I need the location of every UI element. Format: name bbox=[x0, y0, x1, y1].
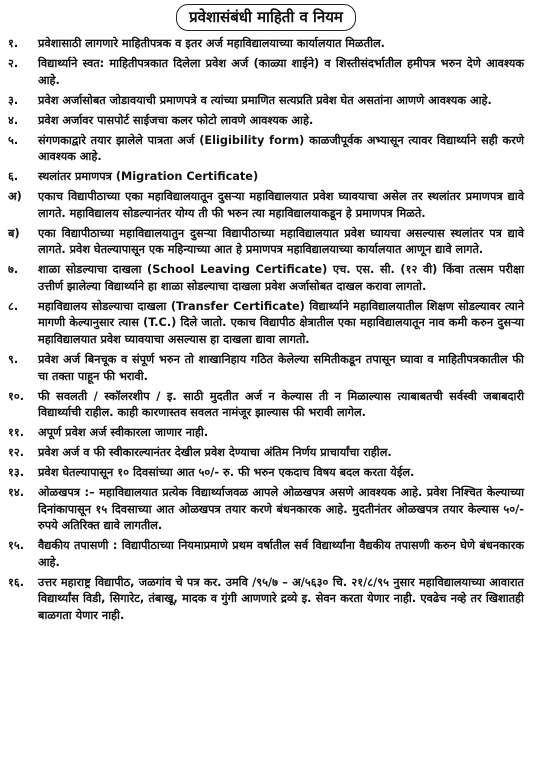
rule-text: प्रवेशासाठी लागणारे माहितीपत्रक व इतर अर्ज महाविद्यालयाच्या कार्यालयात मिळतील. bbox=[38, 37, 385, 50]
rule-number: १२. bbox=[8, 446, 25, 460]
rule-text: शाळा सोडल्याचा दाखला (School Leaving Certificate) एच. एस. सी. (१२ वी) किंवा तत्सम परीक्षा उत्तीर्ण झालेल्या विद्यार्थ्याने हा शाळा सोडल्याचा दाखला प्रवेश अर्जासोबत दाखल करावा लागतो. bbox=[38, 263, 524, 293]
rule-text: फी सवलती / स्कॉलरशीप / इ. साठी मुदतीत अर्ज न केल्यास ती न मिळाल्यास त्याबाबतची सर्वस्वी जबाबदारी विद्यार्थ्याची राहील. काही कारणास्तव सवलत नामंजूर झाल्यास फी भरावी लागेल. bbox=[38, 389, 524, 420]
rule-number: २. bbox=[8, 56, 19, 70]
rule-item bbox=[8, 389, 524, 422]
rule-item bbox=[8, 226, 524, 259]
rule-text: ओळखपत्र :– महाविद्यालयात प्रत्येक विद्यार्थ्याजवळ आपले ओळखपत्र असणे आवश्यक आहे. प्रवेश निश्चित केल्याच्या दिनांकापासून १५ दिवसाच्या आत ओळखपत्र तयार करणे बंधनकारक आहे. मुदतीनंतर ओळखपत्र तयार केल्यास ५०/- रुपये अतिरिक्त द्यावे लागतील. bbox=[38, 486, 524, 533]
rule-number: १५. bbox=[8, 539, 25, 553]
rule-text: उत्तर महाराष्ट्र विद्यापीठ, जळगांव चे पत्र कर. उमवि /९५/७ – अ/५६३० चि. २१/८/९५ नुसार महाविद्यालयाच्या आवारात विद्यार्थ्यांस विडी, सिगारेट, तंबाखू, मादक व गुंगी आणणारे द्रव्ये इ. सेवन करता येणार नाही. एवढेच नव्हे तर खिशातही बाळगता येणार नाही. bbox=[38, 575, 524, 623]
rule-item bbox=[8, 299, 524, 349]
rule-number: ब) bbox=[8, 226, 20, 240]
rule-number: ५. bbox=[8, 133, 19, 147]
rule-item bbox=[8, 262, 524, 295]
rule-item bbox=[8, 133, 524, 166]
rule-number: ७. bbox=[8, 263, 19, 277]
rule-text: विद्यार्थ्याने स्वत: माहितीपत्रकात दिलेला प्रवेश अर्ज (काळ्या शाईने) व शिस्तीसंदर्भातील हमीपत्र भरुन देणे आवश्यक आहे. bbox=[38, 56, 524, 87]
rule-item bbox=[8, 352, 524, 385]
rule-item bbox=[8, 575, 524, 625]
rule-text: वैद्यकीय तपासणी : विद्यापीठाच्या नियमाप्रमाणे प्रथम वर्षातील सर्व विद्यार्थ्यांना वैद्यकीय तपासणी करुन घेणे बंधनकारक आहे. bbox=[38, 539, 524, 569]
rule-item bbox=[8, 465, 524, 482]
rule-text: एका विद्यापीठाच्या महाविद्यालयातुन दुसऱ्या विद्यापीठाच्या महाविद्यालयात प्रवेश घ्यायचा असल्यास स्थलांतर पत्र द्यावे लागते. प्रवेश घेतल्यापासून एक महिन्याच्या आत हे प्रमाणपत्र महाविद्यालयाच्या कार्यालयात आणून द्यावे लागते. bbox=[38, 226, 524, 257]
rule-item bbox=[8, 425, 524, 442]
rule-number: ६. bbox=[8, 170, 19, 184]
rule-item bbox=[8, 113, 524, 130]
rule-number: ८. bbox=[8, 299, 19, 313]
rule-number: १. bbox=[8, 37, 19, 50]
rule-text: स्थलांतर प्रमाणपत्र (Migration Certificate) bbox=[38, 170, 259, 184]
rule-text: अपूर्ण प्रवेश अर्ज स्वीकारला जाणार नाही. bbox=[38, 426, 209, 440]
rule-item bbox=[8, 36, 524, 53]
rule-number: १६. bbox=[8, 575, 25, 589]
title-area bbox=[8, 4, 524, 34]
rule-number: १३. bbox=[8, 466, 25, 480]
rule-text: प्रवेश अर्जावर पासपोर्ट साईजचा कलर फोटो लावणे आवश्यक आहे. bbox=[38, 113, 314, 127]
rule-item bbox=[8, 538, 524, 571]
rule-number: १४. bbox=[8, 486, 25, 500]
rule-text: प्रवेश अर्ज बिनचूक व संपूर्ण भरुन तो शाखानिहाय गठित केलेल्या समितीकडून तपासून घ्यावा व माहितीपत्रकातील फी चा तक्ता पाहून फी भरावी. bbox=[38, 353, 524, 383]
rule-number: ११. bbox=[8, 426, 25, 440]
rule-text: महाविद्यालय सोडल्याचा दाखला (Transfer Certificate) विद्यार्थ्याने महाविद्यालयातील शिक्षण सोडल्यावर त्याने मागणी केल्यानुसार त्यास (T.C.) दिले जातो. एकाच विद्यापीठ क्षेत्रातील एका महाविद्यालयातून नाव कमी करुन दुसऱ्या महाविद्यालयात प्रवेश घ्यावयाचा असल्यास हा दाखला द्यावा लागतो. bbox=[38, 299, 524, 347]
rule-number: १०. bbox=[8, 389, 25, 403]
rule-number: ४. bbox=[8, 113, 19, 127]
rule-item bbox=[8, 169, 524, 186]
rule-number: ३. bbox=[8, 93, 19, 107]
rule-item bbox=[8, 93, 524, 110]
rule-text: प्रवेश अर्जासोबत जोडावयाची प्रमाणपत्रे व त्यांच्या प्रमाणित सत्यप्रति प्रवेश घेत असतांना आणणे आवश्यक आहे. bbox=[38, 93, 492, 107]
rule-number: ९. bbox=[8, 353, 19, 366]
rule-item bbox=[8, 189, 524, 222]
rule-item bbox=[8, 56, 524, 89]
page-title: प्रवेशासंबंधी माहिती व नियम bbox=[176, 4, 356, 31]
rule-item bbox=[8, 445, 524, 462]
rule-text: प्रवेश घेतल्यापासून १० दिवसांच्या आत ५०/- रु. फी भरुन एकदाच विषय बदल करता येईल. bbox=[38, 466, 415, 480]
rule-item bbox=[8, 485, 524, 535]
rule-number: अ) bbox=[8, 190, 22, 204]
rules-list bbox=[8, 36, 524, 625]
rule-text: एकाच विद्यापीठाच्या एका महाविद्यालयातून दुसऱ्या महाविद्यालयात प्रवेश घ्यावयाचा असेल तर स्थलांतर प्रमाणपत्र द्यावे लागते. महाविद्यालय सोडल्यानंतर योग्य ती फी भरुन त्या महाविद्यालयाकडून हे प्रमाणपत्र मिळते. bbox=[38, 190, 524, 220]
rule-text: प्रवेश अर्ज व फी स्वीकारल्यानंतर देखील प्रवेश देण्याचा अंतिम निर्णय प्राचार्यांचा राहील. bbox=[38, 446, 392, 460]
rule-text: संगणकाद्वारे तयार झालेले पात्रता अर्ज (Eligibility form) काळजीपूर्वक अभ्यासून त्यावर विद्यार्थ्याने सही करणे आवश्यक आहे. bbox=[38, 133, 524, 164]
